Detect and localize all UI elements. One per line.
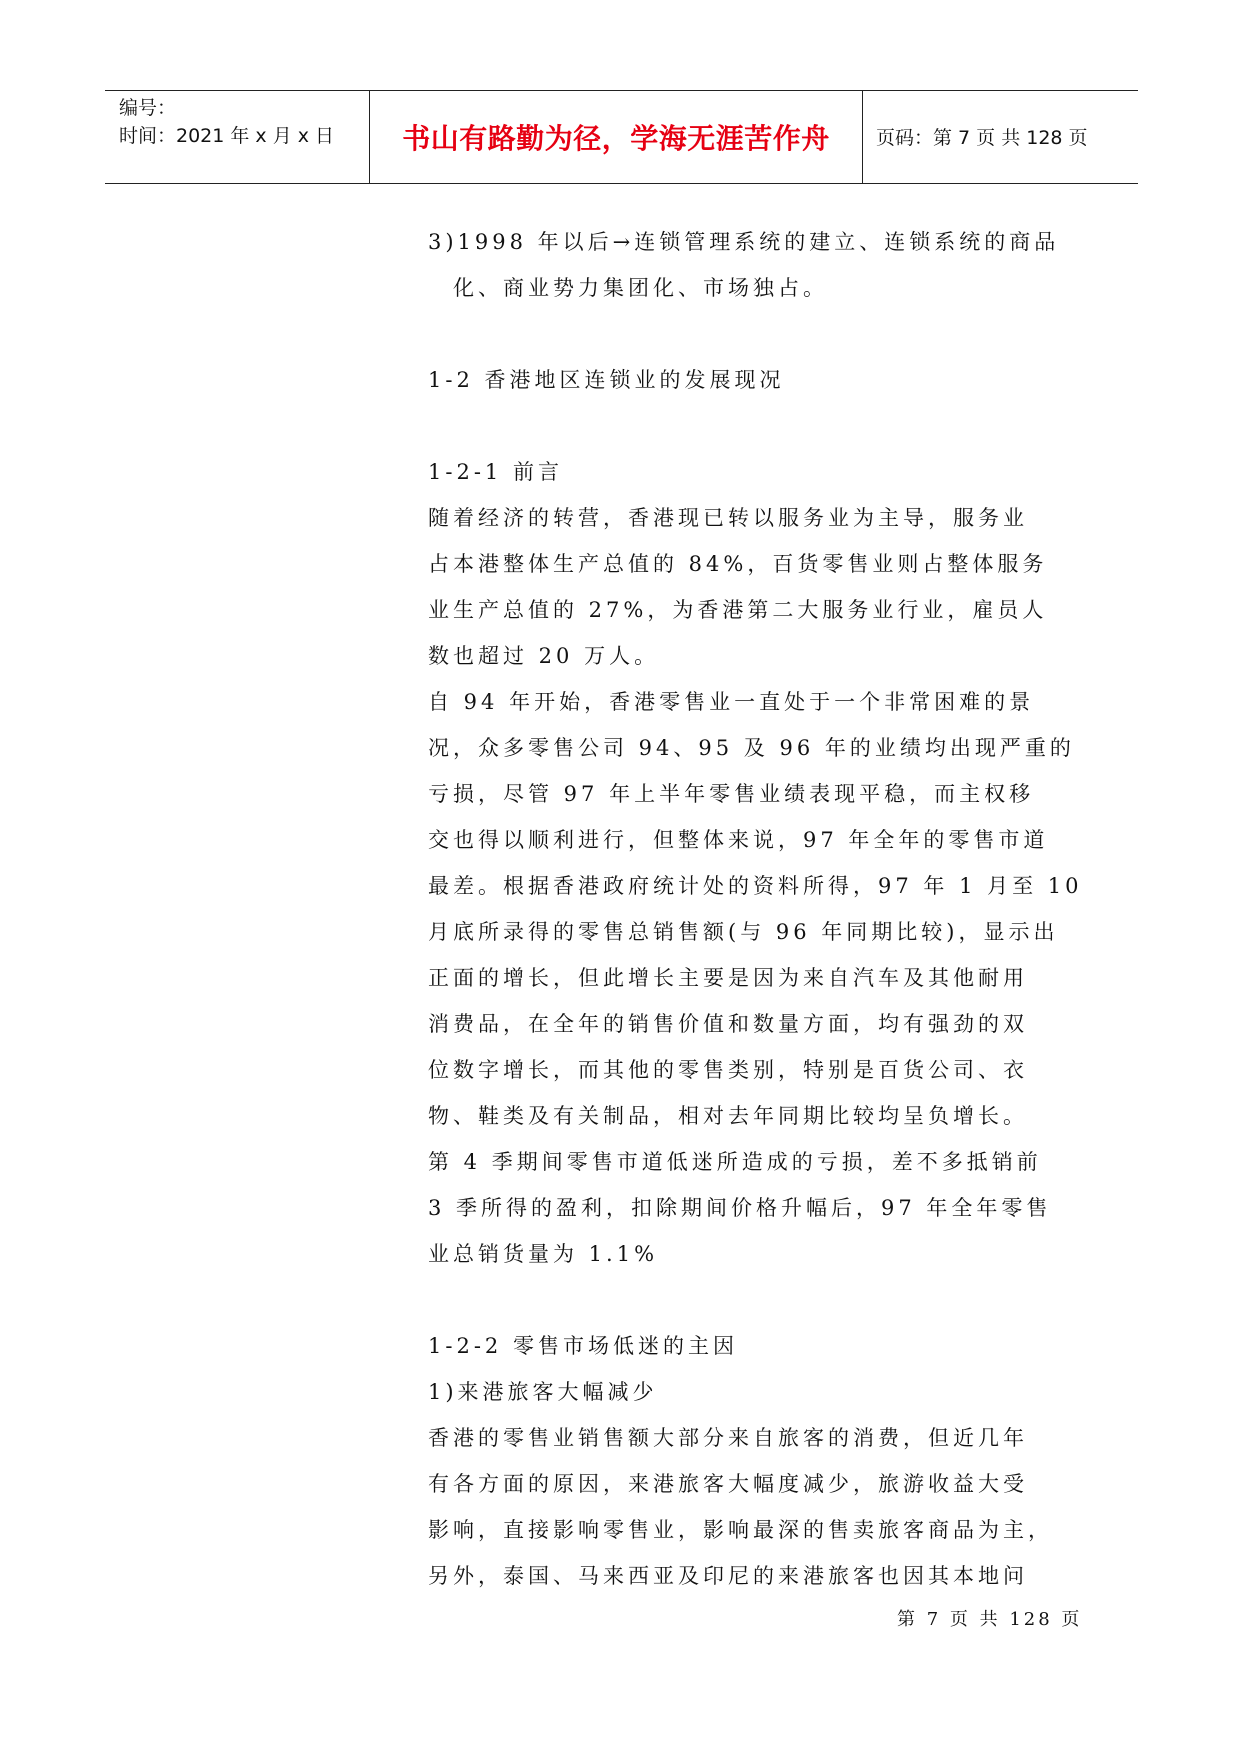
- text-line: 另外，泰国、马来西亚及印尼的来港旅客也因其本地问: [428, 1564, 1028, 1588]
- text-line: 亏损，尽管 97 年上半年零售业绩表现平稳，而主权移: [428, 782, 1035, 806]
- list-item-1998-line2: 化、商业势力集团化、市场独占。: [453, 276, 828, 300]
- section-heading-1-2-1: 1-2-1 前言: [428, 460, 563, 484]
- header-bottom-rule: [105, 183, 1138, 184]
- text-line: 位数字增长，而其他的零售类别，特别是百货公司、衣: [428, 1058, 1028, 1082]
- text-line: 数也超过 20 万人。: [428, 644, 660, 668]
- text-line: 业生产总值的 27%，为香港第二大服务业行业，雇员人: [428, 598, 1048, 622]
- text-line: 况，众多零售公司 94、95 及 96 年的业绩均出现严重的: [428, 736, 1075, 760]
- text-line: 随着经济的转营，香港现已转以服务业为主导，服务业: [428, 506, 1028, 530]
- list-item-1998-line1: 3)1998 年以后→连锁管理系统的建立、连锁系统的商品: [428, 230, 1060, 254]
- header-motto: 书山有路勤为径，学海无涯苦作舟: [402, 121, 830, 155]
- header-page-label: 页码：第 7 页 共 128 页: [876, 127, 1088, 149]
- text-line: 有各方面的原因，来港旅客大幅度减少，旅游收益大受: [428, 1472, 1028, 1496]
- section-heading-1-2: 1-2 香港地区连锁业的发展现况: [428, 368, 785, 392]
- time-label: 时间：2021 年 x 月 x 日: [119, 125, 335, 147]
- paragraph-tourists: [428, 1415, 1068, 1599]
- text-line: 第 4 季期间零售市道低迷所造成的亏损，差不多抵销前: [428, 1150, 1042, 1174]
- text-line: 物、鞋类及有关制品，相对去年同期比较均呈负增长。: [428, 1104, 1028, 1128]
- page-footer: 第 7 页 共 128 页: [897, 1609, 1083, 1630]
- paragraph-preface-2: [428, 679, 1083, 1277]
- document-body: [428, 219, 1083, 1599]
- text-line: 消费品，在全年的销售价值和数量方面，均有强劲的双: [428, 1012, 1028, 1036]
- text-line: 3 季所得的盈利，扣除期间价格升幅后，97 年全年零售: [428, 1196, 1052, 1220]
- text-line: 占本港整体生产总值的 84%，百货零售业则占整体服务: [428, 552, 1048, 576]
- header-info: [119, 94, 364, 150]
- header-divider-right: [862, 90, 863, 184]
- text-line: 香港的零售业销售额大部分来自旅客的消费，但近几年: [428, 1426, 1028, 1450]
- text-line: 月底所录得的零售总销售额(与 96 年同期比较)，显示出: [428, 920, 1059, 944]
- paragraph-preface-1: [428, 495, 1068, 679]
- subheading-tourists: 1)来港旅客大幅减少: [428, 1380, 658, 1404]
- text-line: 最差。根据香港政府统计处的资料所得，97 年 1 月至 10: [428, 874, 1083, 898]
- text-line: 正面的增长，但此增长主要是因为来自汽车及其他耐用: [428, 966, 1028, 990]
- serial-label: 编号：: [119, 97, 177, 119]
- text-line: 交也得以顺利进行，但整体来说，97 年全年的零售市道: [428, 828, 1049, 852]
- section-heading-1-2-2: 1-2-2 零售市场低迷的主因: [428, 1334, 738, 1358]
- text-line: 自 94 年开始，香港零售业一直处于一个非常困难的景: [428, 690, 1035, 714]
- text-line: 业总销货量为 1.1%: [428, 1242, 659, 1266]
- text-line: 影响，直接影响零售业，影响最深的售卖旅客商品为主，: [428, 1518, 1053, 1542]
